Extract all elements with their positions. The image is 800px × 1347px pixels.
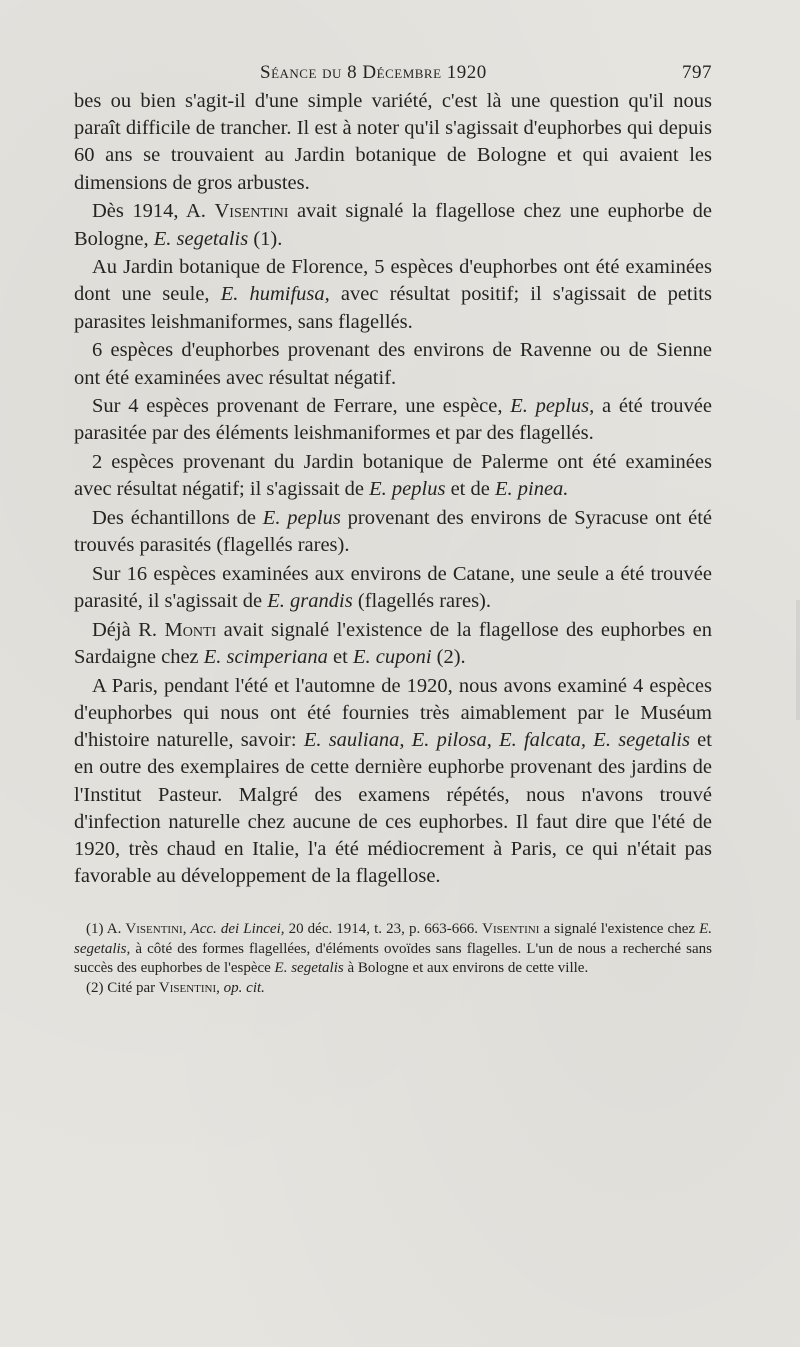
paragraph-4: 6 espèces d'euphorbes provenant des environs de Ravenne ou de Sienne ont été examinées avec résultat négatif. [74,339,712,389]
species-name: E. pinea. [494,478,569,501]
species-name: E. cuponi [352,646,432,669]
author-name: Visentini [214,200,289,223]
species-name: E. segetalis [274,960,344,977]
document-page [74,58,712,998]
author-name: Monti [164,618,217,641]
paragraph-9: Déjà R. Monti avait signalé l'existence de la flagellose des euphorbes en Sardaigne chez E. scimperiana et E. cuponi (2). [74,618,712,669]
running-title: Séance du 8 Décembre 1920 [260,62,487,83]
paragraph-7: Des échantillons de E. peplus provenant des environs de Syracuse ont été trouvés parasités (flagellés rares). [74,507,712,557]
paragraph-5: Sur 4 espèces provenant de Ferrare, une espèce, E. peplus, a été trouvée parasitée par des éléments leishmaniformes et par des flagellés. [74,395,712,445]
page-number: 797 [682,62,712,83]
paragraph-1: bes ou bien s'agit-il d'une simple variété, c'est là une question qu'il nous paraît difficile de trancher. Il est à noter qu'il s'agissait d'euphorbes qui depuis 60 ans se trouvaient au Jardin botanique de Bologne et qui avaient les dimensions de gros arbustes. [74,90,712,194]
species-list: E. sauliana, E. pilosa, E. falcata, E. segetalis [303,729,690,752]
paragraph-6: 2 espèces provenant du Jardin botanique de Palerme ont été examinées avec résultat négatif; il s'agissait de E. peplus et de E. pinea. [74,451,712,501]
footnote-1: (1) A. Visentini, Acc. dei Lincei, 20 déc. 1914, t. 23, p. 663-666. Visentini a signalé l'existence chez E. segetalis, à côté des formes flagellées, d'éléments ovoïdes sans flagelles. L'un de nous a recherché sans succès des euphorbes de l'espèce E. segetalis à Bologne et aux environs de cette ville. [74,921,713,977]
species-name: E. segetalis, [74,921,713,957]
paragraph-2: Dès 1914, A. Visentini avait signalé la flagellose chez une euphorbe de Bologne, E. segetalis (1). [74,200,712,250]
species-name: E. humifusa, [220,283,330,306]
paragraph-3: Au Jardin botanique de Florence, 5 espèces d'euphorbes ont été examinées dont une seule, E. humifusa, avec résultat positif; il s'agissait de petits parasites leishmaniformes, sans flagellés. [74,256,712,333]
paragraph-10: A Paris, pendant l'été et l'automne de 1920, nous avons examiné 4 espèces d'euphorbes qui nous ont été fournies très aimablement par le Muséum d'histoire naturelle, savoir: E. sauliana, E. pilosa, E. falcata, E. segetalis et en outre des exemplaires de cette dernière euphorbe provenant des jardins de l'Institut Pasteur. Malgré des examens répétés, nous n'avons trouvé d'infection naturelle chez aucune de ces euphorbes. Il faut dire que l'été de 1920, très chaud en Italie, l'a été médiocrement à Paris, ce qui n'était pas favorable au développement de la flagellose. [74,674,712,888]
reference: op. cit. [223,979,265,996]
running-header [74,58,712,88]
author-name: Visentini [482,921,540,938]
species-name: E. segetalis [153,227,249,250]
page-edge-shadow [796,600,800,720]
paragraph-8: Sur 16 espèces examinées aux environs de Catane, une seule a été trouvée parasité, il s'agissait de E. grandis (flagellés rares). [74,562,712,613]
journal-title: Acc. dei Lincei, [190,921,285,938]
species-name: E. scimperiana [203,646,328,669]
body-text [74,88,712,890]
author-name: Visentini [158,979,217,996]
species-name: E. grandis [267,590,353,613]
footnotes [74,920,712,998]
species-name: E. peplus [369,478,446,501]
species-name: E. peplus [262,507,341,530]
author-name: Visentini [125,921,183,938]
footnote-2: (2) Cité par Visentini, op. cit. [86,979,265,996]
species-name: E. peplus, [510,395,595,418]
